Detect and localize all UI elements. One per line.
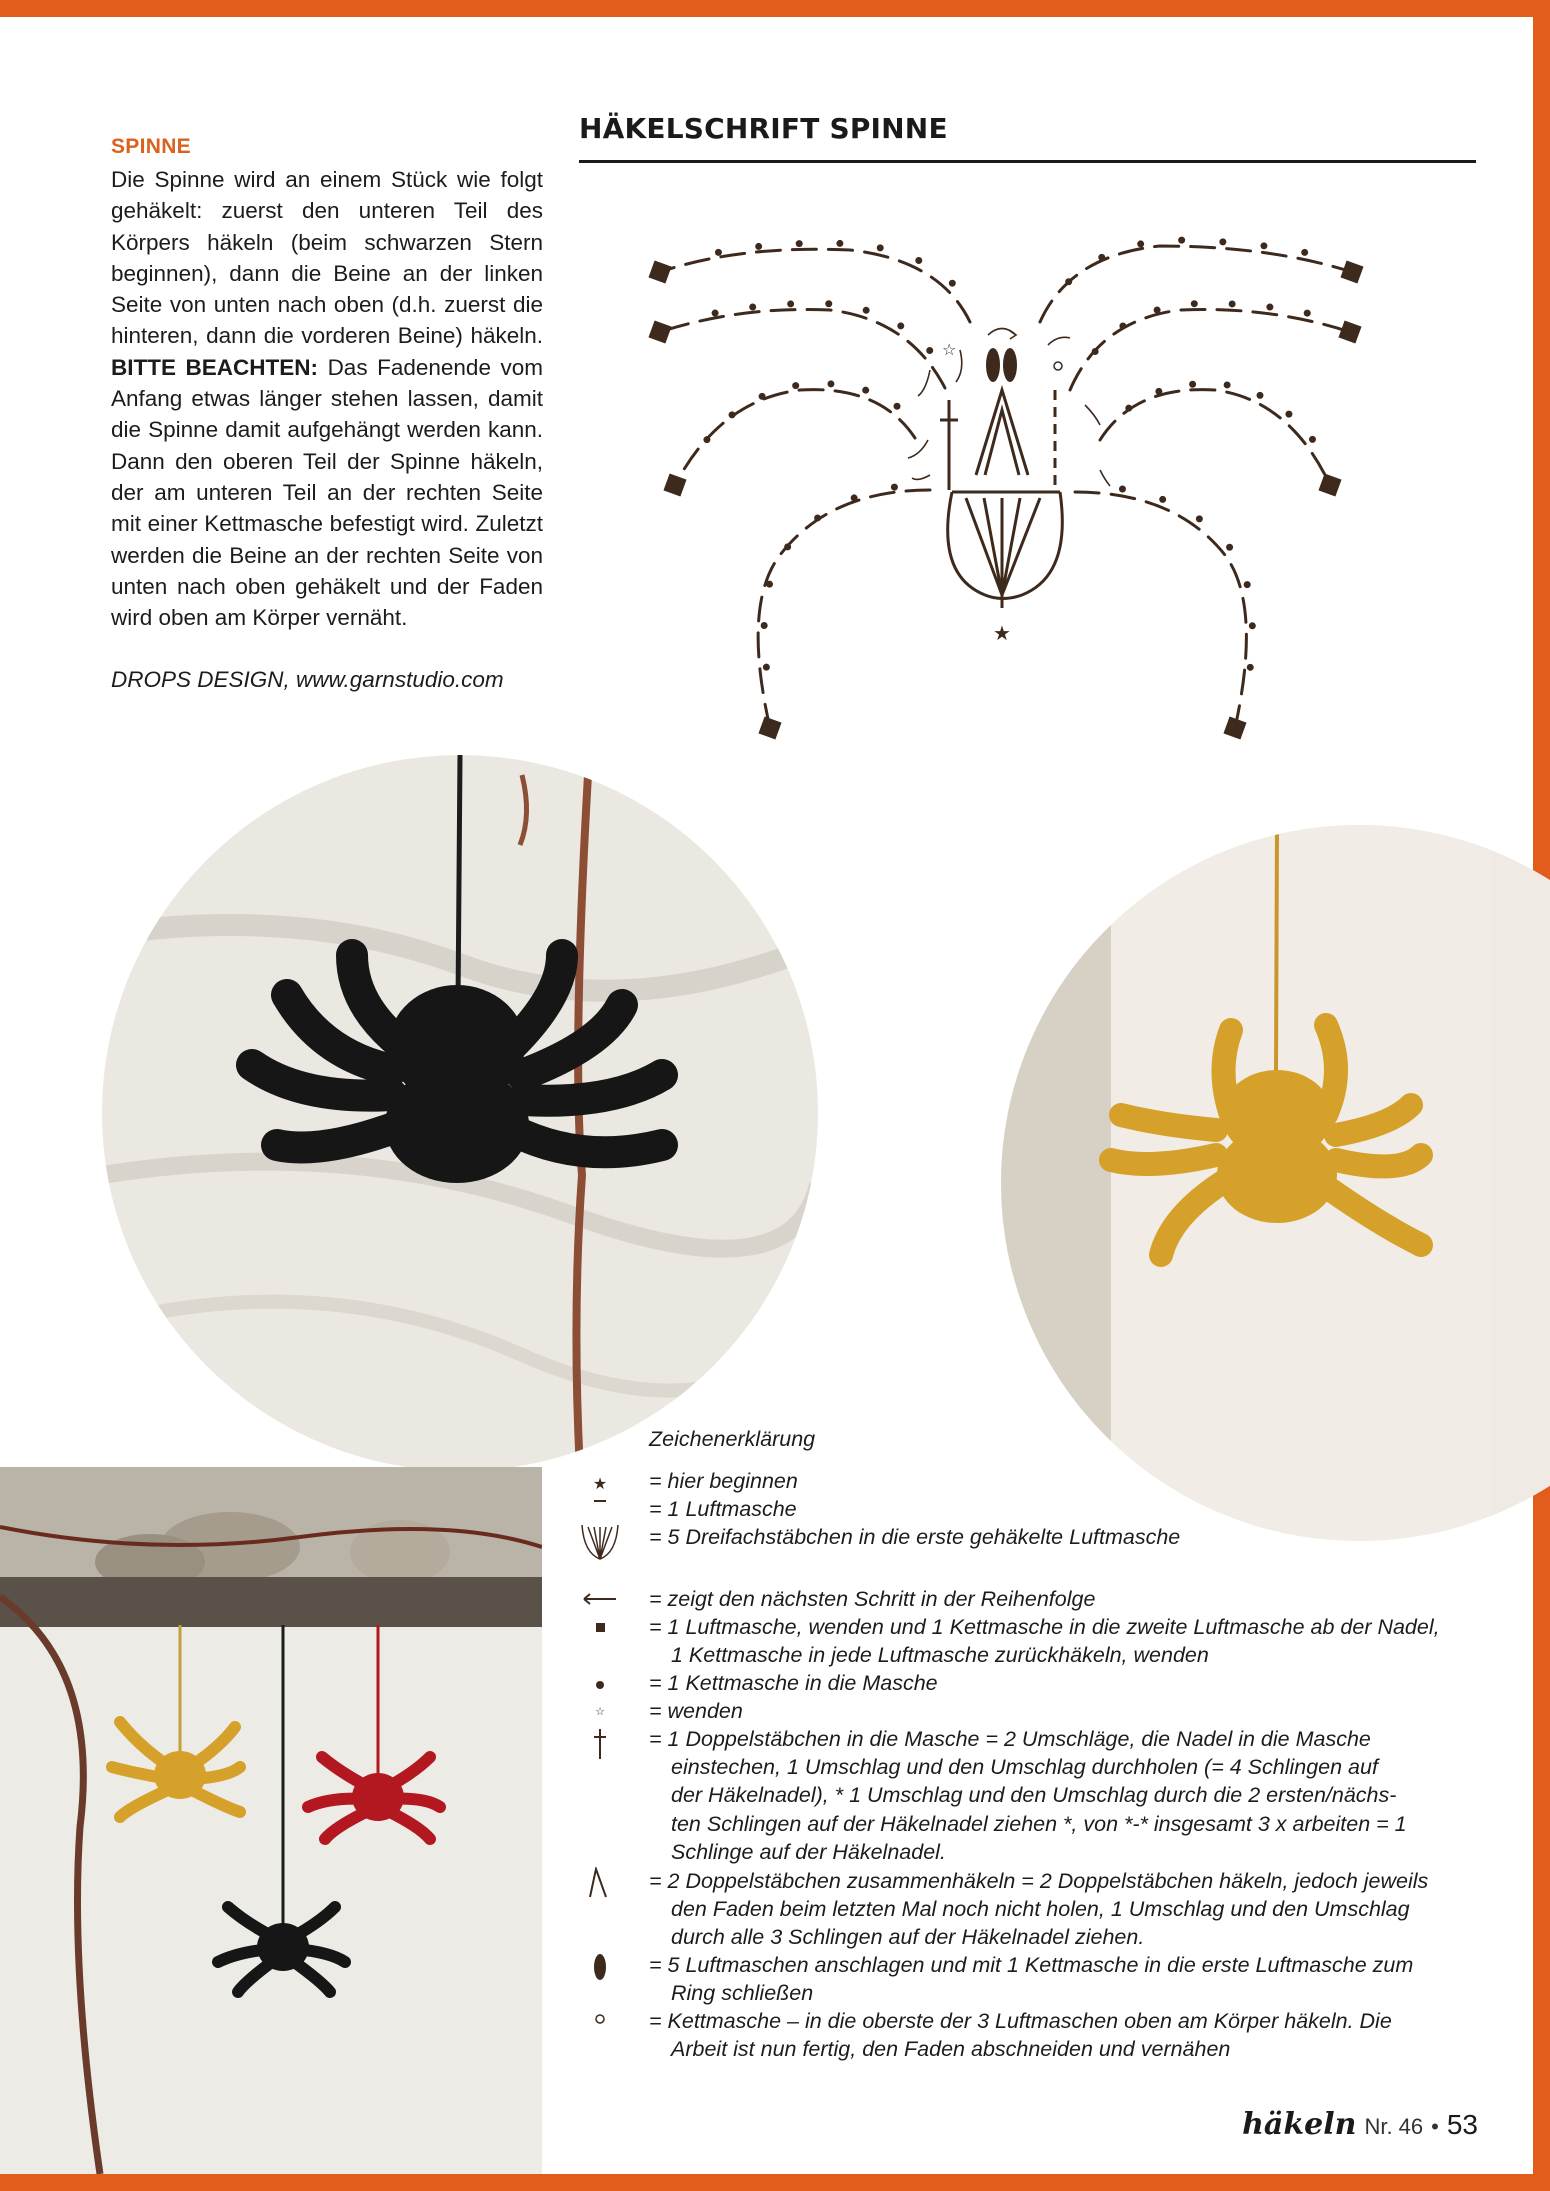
turn-star: ☆ bbox=[942, 340, 957, 359]
note-label: BITTE BEACHTEN: bbox=[111, 354, 319, 380]
square-icon bbox=[570, 1613, 640, 1643]
slip-stitch-dot bbox=[1092, 348, 1099, 355]
slip-stitch-dot bbox=[712, 310, 719, 317]
intro-paragraph-2: Das Fadenende vom Anfang etwas länger stehen lassen, damit die Spinne damit aufgehängt werden kann. Dann den oberen Teil der Spinne häkeln, der am unteren Teil an der rechten Seite mit einer Kettmasche befestigt wird. Zuletzt werden die Beine an der rechten Seite von unten nach oben gehäkelt und der Faden wird oben am Körper vernäht. bbox=[111, 354, 543, 631]
leg-chain bbox=[1070, 309, 1350, 390]
issue-number: Nr. 46 bbox=[1364, 2114, 1424, 2139]
legend-line: = 2 Doppelstäbchen zusammenhäkeln = 2 Doppelstäbchen häkeln, jedoch jeweils bbox=[649, 1869, 1429, 1893]
slip-stitch-dot bbox=[1309, 436, 1316, 443]
slip-stitch-dot bbox=[787, 300, 794, 307]
slip-stitch-dot bbox=[949, 280, 956, 287]
leg-chain bbox=[675, 390, 915, 485]
leg-end-squares bbox=[648, 260, 1363, 739]
leg-end-square bbox=[1318, 473, 1341, 496]
yellow-spider-photo bbox=[1001, 825, 1550, 1541]
legend-line: der Häkelnadel), * 1 Umschlag und den Umschlag durch die 2 ersten/nächs- bbox=[671, 1783, 1397, 1808]
slip-stitch-dot bbox=[1224, 381, 1231, 388]
legend-line: Ring schließen bbox=[671, 1981, 814, 2006]
slip-stitch-dot bbox=[749, 303, 756, 310]
ring-icon bbox=[570, 1951, 640, 1981]
slip-stitch-dot bbox=[761, 622, 768, 629]
bottom-border bbox=[0, 2174, 1550, 2191]
slip-stitch-dot bbox=[792, 382, 799, 389]
legend-description bbox=[649, 1725, 1469, 1866]
slip-stitch-dot bbox=[1229, 300, 1236, 307]
slip-stitch-dot bbox=[1257, 392, 1264, 399]
crochet-chart bbox=[630, 210, 1390, 790]
slip-stitch-dot bbox=[897, 322, 904, 329]
magazine-logo: häkeln bbox=[1242, 2107, 1357, 2142]
cluster-icon bbox=[570, 1867, 640, 1897]
legend-description bbox=[649, 1613, 1469, 1669]
legend-line: Arbeit ist nun fertig, den Faden abschneiden und vernähen bbox=[671, 2037, 1231, 2062]
slip-stitch-dot bbox=[1301, 249, 1308, 256]
slip-stitch-dot bbox=[1137, 240, 1144, 247]
leg-end-square bbox=[1223, 716, 1246, 739]
double-treble-icon bbox=[570, 1725, 640, 1755]
slip-stitch-dot bbox=[1154, 307, 1161, 314]
legend-description bbox=[649, 1523, 1469, 1551]
legend-line: = hier beginnen bbox=[649, 1469, 798, 1493]
legend-line: = zeigt den nächsten Schritt in der Reihenfolge bbox=[649, 1587, 1096, 1611]
intro-text bbox=[111, 132, 543, 696]
legend-description bbox=[649, 1495, 1469, 1523]
slip-stitch-dot bbox=[766, 581, 773, 588]
ring-left bbox=[986, 348, 1000, 382]
slip-stitch-dot bbox=[894, 403, 901, 410]
slip-stitch-dot bbox=[715, 249, 722, 256]
leg-dots bbox=[703, 237, 1316, 671]
title-rule bbox=[579, 160, 1476, 163]
slip-stitch-dot bbox=[1119, 486, 1126, 493]
slip-stitch-dot bbox=[1125, 405, 1132, 412]
leg-chain bbox=[660, 249, 970, 322]
legend-description bbox=[649, 1669, 1469, 1697]
legend-line: = Kettmasche – in die oberste der 3 Luftmaschen oben am Körper häkeln. Die bbox=[649, 2009, 1392, 2033]
start-star: ★ bbox=[993, 621, 1011, 645]
slip-stitch-dot bbox=[814, 514, 821, 521]
slip-stitch-dot bbox=[1155, 388, 1162, 395]
slip-stitch-dot bbox=[1178, 237, 1185, 244]
slip-stitch-dot bbox=[759, 393, 766, 400]
slip-stitch-dot bbox=[915, 257, 922, 264]
svg-text:★: ★ bbox=[592, 1474, 608, 1493]
slip-stitch-dot bbox=[825, 300, 832, 307]
small-circle-icon bbox=[570, 2007, 640, 2037]
slip-stitch-dot bbox=[729, 411, 736, 418]
slip-stitch-dot bbox=[1260, 242, 1267, 249]
legend-description bbox=[649, 1697, 1469, 1725]
slip-stitch-dot bbox=[1196, 515, 1203, 522]
slip-stitch-dot bbox=[755, 243, 762, 250]
svg-text:☆: ☆ bbox=[595, 1705, 605, 1718]
leg-end-square bbox=[1338, 320, 1361, 343]
legend-description bbox=[649, 1585, 1469, 1613]
slip-stitch-dot bbox=[1098, 254, 1105, 261]
slip-stitch-dot bbox=[796, 240, 803, 247]
slip-stitch-dot bbox=[851, 494, 858, 501]
slip-stitch-dot bbox=[763, 664, 770, 671]
ring-right bbox=[1003, 348, 1017, 382]
slip-stitch-dot bbox=[862, 387, 869, 394]
slip-stitch-dot bbox=[836, 240, 843, 247]
design-credit: DROPS DESIGN, www.garnstudio.com bbox=[111, 667, 504, 693]
slip-stitch-dot bbox=[1119, 322, 1126, 329]
dash-icon bbox=[570, 1495, 640, 1525]
slip-stitch-dot bbox=[827, 380, 834, 387]
double-treble-left bbox=[940, 400, 958, 490]
body-fan bbox=[966, 498, 1040, 595]
group-spiders-photo bbox=[0, 1467, 542, 2174]
page-number: 53 bbox=[1446, 2109, 1478, 2140]
legend-line: = 1 Luftmasche, wenden und 1 Kettmasche in die zweite Luftmasche ab der Nadel, bbox=[649, 1615, 1440, 1639]
legend-line: durch alle 3 Schlingen auf der Häkelnadel ziehen. bbox=[671, 1925, 1145, 1950]
leg-chain bbox=[1075, 492, 1246, 728]
spider-body bbox=[940, 348, 1062, 608]
slip-stitch-dot bbox=[1304, 310, 1311, 317]
legend-heading: Zeichenerklärung bbox=[649, 1427, 816, 1451]
leg-end-square bbox=[648, 320, 671, 343]
slip-stitch-dot bbox=[1247, 664, 1254, 671]
legend-description bbox=[649, 2007, 1469, 2063]
legend-line: = 1 Kettmasche in die Masche bbox=[649, 1671, 938, 1695]
slip-stitch-dot bbox=[784, 543, 791, 550]
slip-stitch-dot bbox=[863, 307, 870, 314]
black-spider-photo bbox=[102, 755, 818, 1471]
slip-stitch-dot bbox=[1159, 496, 1166, 503]
top-border bbox=[0, 0, 1550, 17]
leg-end-square bbox=[758, 716, 781, 739]
slip-stitch-dot bbox=[1191, 300, 1198, 307]
slip-stitch-dot bbox=[1226, 544, 1233, 551]
slip-stitch-dot bbox=[1189, 381, 1196, 388]
leg-chain bbox=[758, 490, 930, 728]
legend-line: einstechen, 1 Umschlag und den Umschlag durchholen (= 4 Schlingen auf bbox=[671, 1755, 1378, 1780]
star-filled-icon bbox=[570, 1467, 640, 1497]
slip-stitch-dot bbox=[1219, 238, 1226, 245]
legend-line: ten Schlingen auf der Häkelnadel ziehen *, von *-* insgesamt 3 x arbeiten = 1 bbox=[671, 1811, 1407, 1836]
legend-description bbox=[649, 1467, 1469, 1495]
legend-line: = 1 Luftmasche bbox=[649, 1497, 797, 1521]
slip-stitch-dot bbox=[891, 484, 898, 491]
slip-stitch-dot bbox=[1244, 581, 1251, 588]
leg-end-square bbox=[663, 473, 686, 496]
legend-line: = 5 Dreifachstäbchen in die erste gehäkelte Luftmasche bbox=[649, 1525, 1181, 1549]
section-title: SPINNE bbox=[111, 135, 191, 158]
leg-end-square bbox=[1340, 260, 1363, 283]
leg-end-square bbox=[648, 260, 671, 283]
star-outline-icon bbox=[570, 1697, 640, 1727]
fan-icon bbox=[570, 1523, 640, 1553]
chart-title: HÄKELSCHRIFT SPINNE bbox=[579, 112, 948, 145]
legend-description bbox=[649, 1867, 1469, 1952]
dot-icon bbox=[570, 1669, 640, 1699]
legend-line: = 5 Luftmaschen anschlagen und mit 1 Kettmasche in die erste Luftmasche zum bbox=[649, 1953, 1414, 1977]
slip-stitch-dot bbox=[1249, 622, 1256, 629]
slip-stitch-dot bbox=[926, 347, 933, 354]
intro-paragraph bbox=[111, 164, 543, 633]
intro-paragraph-1: Die Spinne wird an einem Stück wie folgt gehäkelt: zuerst den unteren Teil des Körpers häkeln (beim schwarzen Stern beginnen), dann die Beine an der linken Seite von unten nach oben (d.h. zuerst die hinteren, dann die vorderen Beine) häkeln. bbox=[111, 167, 543, 349]
page-footer bbox=[1242, 2107, 1478, 2142]
slip-stitch-dot bbox=[1065, 278, 1072, 285]
slip-stitch-dot bbox=[877, 244, 884, 251]
legend-description bbox=[649, 1951, 1469, 2007]
legend-line: 1 Kettmasche in jede Luftmasche zurückhäkeln, wenden bbox=[671, 1643, 1209, 1668]
arrow-icon bbox=[570, 1585, 640, 1615]
legend-line: den Faden beim letzten Mal noch nicht holen, 1 Umschlag und den Umschlag bbox=[671, 1897, 1410, 1922]
legend-line: Schlinge auf der Häkelnadel. bbox=[671, 1839, 946, 1864]
leg-chain bbox=[1100, 390, 1330, 485]
slip-stitch-dot bbox=[703, 436, 710, 443]
slip-stitch-dot bbox=[1266, 304, 1273, 311]
finish-circle bbox=[1054, 362, 1062, 370]
legend-line: = wenden bbox=[649, 1699, 743, 1723]
slip-stitch-dot bbox=[1285, 411, 1292, 418]
spider-legs bbox=[660, 246, 1352, 728]
leg-chain bbox=[660, 309, 945, 388]
footer-bullet: • bbox=[1431, 2114, 1439, 2139]
legend-line: = 1 Doppelstäbchen in die Masche = 2 Umschläge, die Nadel in die Masche bbox=[649, 1727, 1371, 1751]
cluster-stitches bbox=[976, 390, 1028, 475]
